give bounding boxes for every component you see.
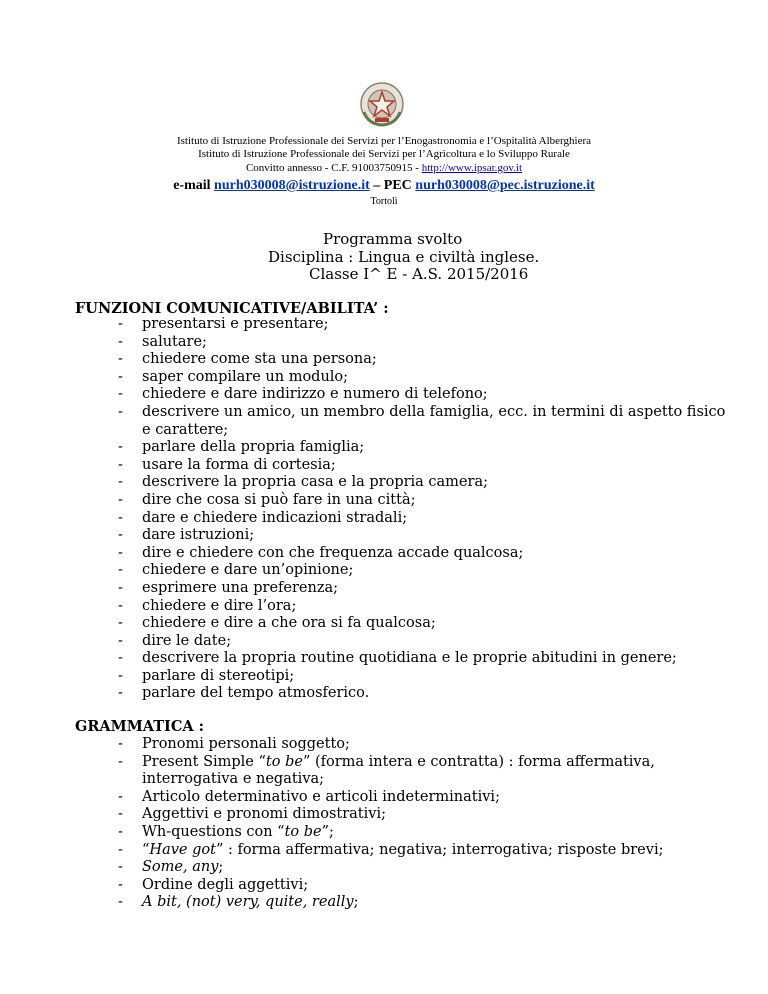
bullet-dash: - <box>118 685 123 702</box>
city-line: Tortolì <box>370 196 398 207</box>
title-disciplina: Disciplina : Lingua e civiltà inglese. <box>268 248 540 266</box>
bullet-dash: - <box>118 667 123 684</box>
list-item: - Present Simple “to be” (forma intera e contratta) : forma affermativa, interrogativa e negativa; <box>118 753 655 788</box>
bullet-dash: - <box>118 456 123 473</box>
list-item: - dire che cosa si può fare in una città; <box>118 491 416 508</box>
list-item: - usare la forma di cortesia; <box>118 456 336 473</box>
list-item: - esprimere una preferenza; <box>118 579 339 596</box>
italian-republic-emblem-icon <box>358 80 406 128</box>
bullet-dash: - <box>118 876 123 893</box>
list-item: - chiedere e dare indirizzo e numero di telefono; <box>118 386 488 403</box>
bullet-dash: - <box>118 439 123 456</box>
bullet-dash: - <box>118 474 123 491</box>
bullet-dash: - <box>118 753 123 770</box>
bullet-dash: - <box>118 491 123 508</box>
bullet-dash: - <box>118 806 123 823</box>
list-item: - dire e chiedere con che frequenza accade qualcosa; <box>118 544 524 561</box>
list-item: - chiedere come sta una persona; <box>118 351 377 368</box>
list-item: - dire le date; <box>118 632 232 649</box>
bullet-dash: - <box>118 859 123 876</box>
email-link[interactable]: nurh030008@istruzione.it <box>214 178 370 193</box>
list-item: - chiedere e dire l’ora; <box>118 597 297 614</box>
bullet-dash: - <box>118 544 123 561</box>
list-item: - descrivere la propria routine quotidiana e le proprie abitudini in genere; <box>118 650 677 667</box>
list-item: - Aggettivi e pronomi dimostrativi; <box>118 806 386 823</box>
bullet-dash: - <box>118 597 123 614</box>
list-item: - dare istruzioni; <box>118 527 255 544</box>
list-item: - chiedere e dire a che ora si fa qualcosa; <box>118 615 436 632</box>
list-item: - parlare di stereotipi; <box>118 667 295 684</box>
list-item: - parlare del tempo atmosferico. <box>118 685 370 702</box>
pec-link[interactable]: nurh030008@pec.istruzione.it <box>415 178 595 193</box>
bullet-dash: - <box>118 894 123 911</box>
grammar-heading: GRAMMATICA : <box>75 718 205 735</box>
list-item: - Some, any; <box>118 859 224 876</box>
website-link[interactable]: http://www.ipsar.gov.it <box>421 162 523 174</box>
bullet-dash: - <box>118 823 123 840</box>
bullet-dash: - <box>118 403 123 420</box>
list-item: - saper compilare un modulo; <box>118 368 349 385</box>
fiscal-code-text: Convitto annesso - C.F. 91003750915 - <box>245 162 422 174</box>
list-item: - dare e chiedere indicazioni stradali; <box>118 509 408 526</box>
bullet-dash: - <box>118 386 123 403</box>
bullet-dash: - <box>118 368 123 385</box>
bullet-dash: - <box>118 509 123 526</box>
list-item: - salutare; <box>118 333 207 350</box>
school-name-line-1: Istituto di Istruzione Professionale dei Servizi per l’Enogastronomia e l’Ospitalità Alberghiera <box>176 135 592 147</box>
functions-heading: FUNZIONI COMUNICATIVE/ABILITA’ : <box>75 300 389 317</box>
school-name-line-2: Istituto di Istruzione Professionale dei Servizi per l’Agricoltura e lo Sviluppo Rurale <box>198 148 570 160</box>
grammar-list <box>113 736 733 912</box>
list-item: - Articolo determinativo e articoli indeterminativi; <box>118 788 500 805</box>
contact-line <box>0 177 768 195</box>
functions-list <box>113 316 733 703</box>
list-item: - parlare della propria famiglia; <box>118 439 365 456</box>
list-item: - descrivere la propria casa e la propria camera; <box>118 474 488 491</box>
bullet-dash: - <box>118 841 123 858</box>
list-item: - descrivere un amico, un membro della famiglia, ecc. in termini di aspetto fisico e carattere; <box>118 403 726 438</box>
title-classe: Classe I^ E - A.S. 2015/2016 <box>309 265 529 283</box>
fiscal-code-line <box>0 161 768 175</box>
list-item: - A bit, (not) very, quite, really; <box>118 894 359 911</box>
bullet-dash: - <box>118 562 123 579</box>
bullet-dash: - <box>118 650 123 667</box>
list-item: - Pronomi personali soggetto; <box>118 736 350 752</box>
bullet-dash: - <box>118 351 123 368</box>
bullet-dash: - <box>118 615 123 632</box>
bullet-dash: - <box>118 736 123 752</box>
title-programma: Programma svolto <box>323 230 463 248</box>
bullet-dash: - <box>118 316 123 332</box>
list-item: - Wh-questions con “to be”; <box>118 823 334 840</box>
email-label: e-mail <box>173 178 215 193</box>
list-item: - chiedere e dare un’opinione; <box>118 562 354 579</box>
list-item: - presentarsi e presentare; <box>118 316 329 332</box>
bullet-dash: - <box>118 632 123 649</box>
bullet-dash: - <box>118 579 123 596</box>
bullet-dash: - <box>118 527 123 544</box>
list-item: - “Have got” : forma affermativa; negativa; interrogativa; risposte brevi; <box>118 841 664 858</box>
bullet-dash: - <box>118 788 123 805</box>
bullet-dash: - <box>118 333 123 350</box>
pec-label: – PEC <box>369 178 416 193</box>
list-item: - Ordine degli aggettivi; <box>118 876 309 893</box>
